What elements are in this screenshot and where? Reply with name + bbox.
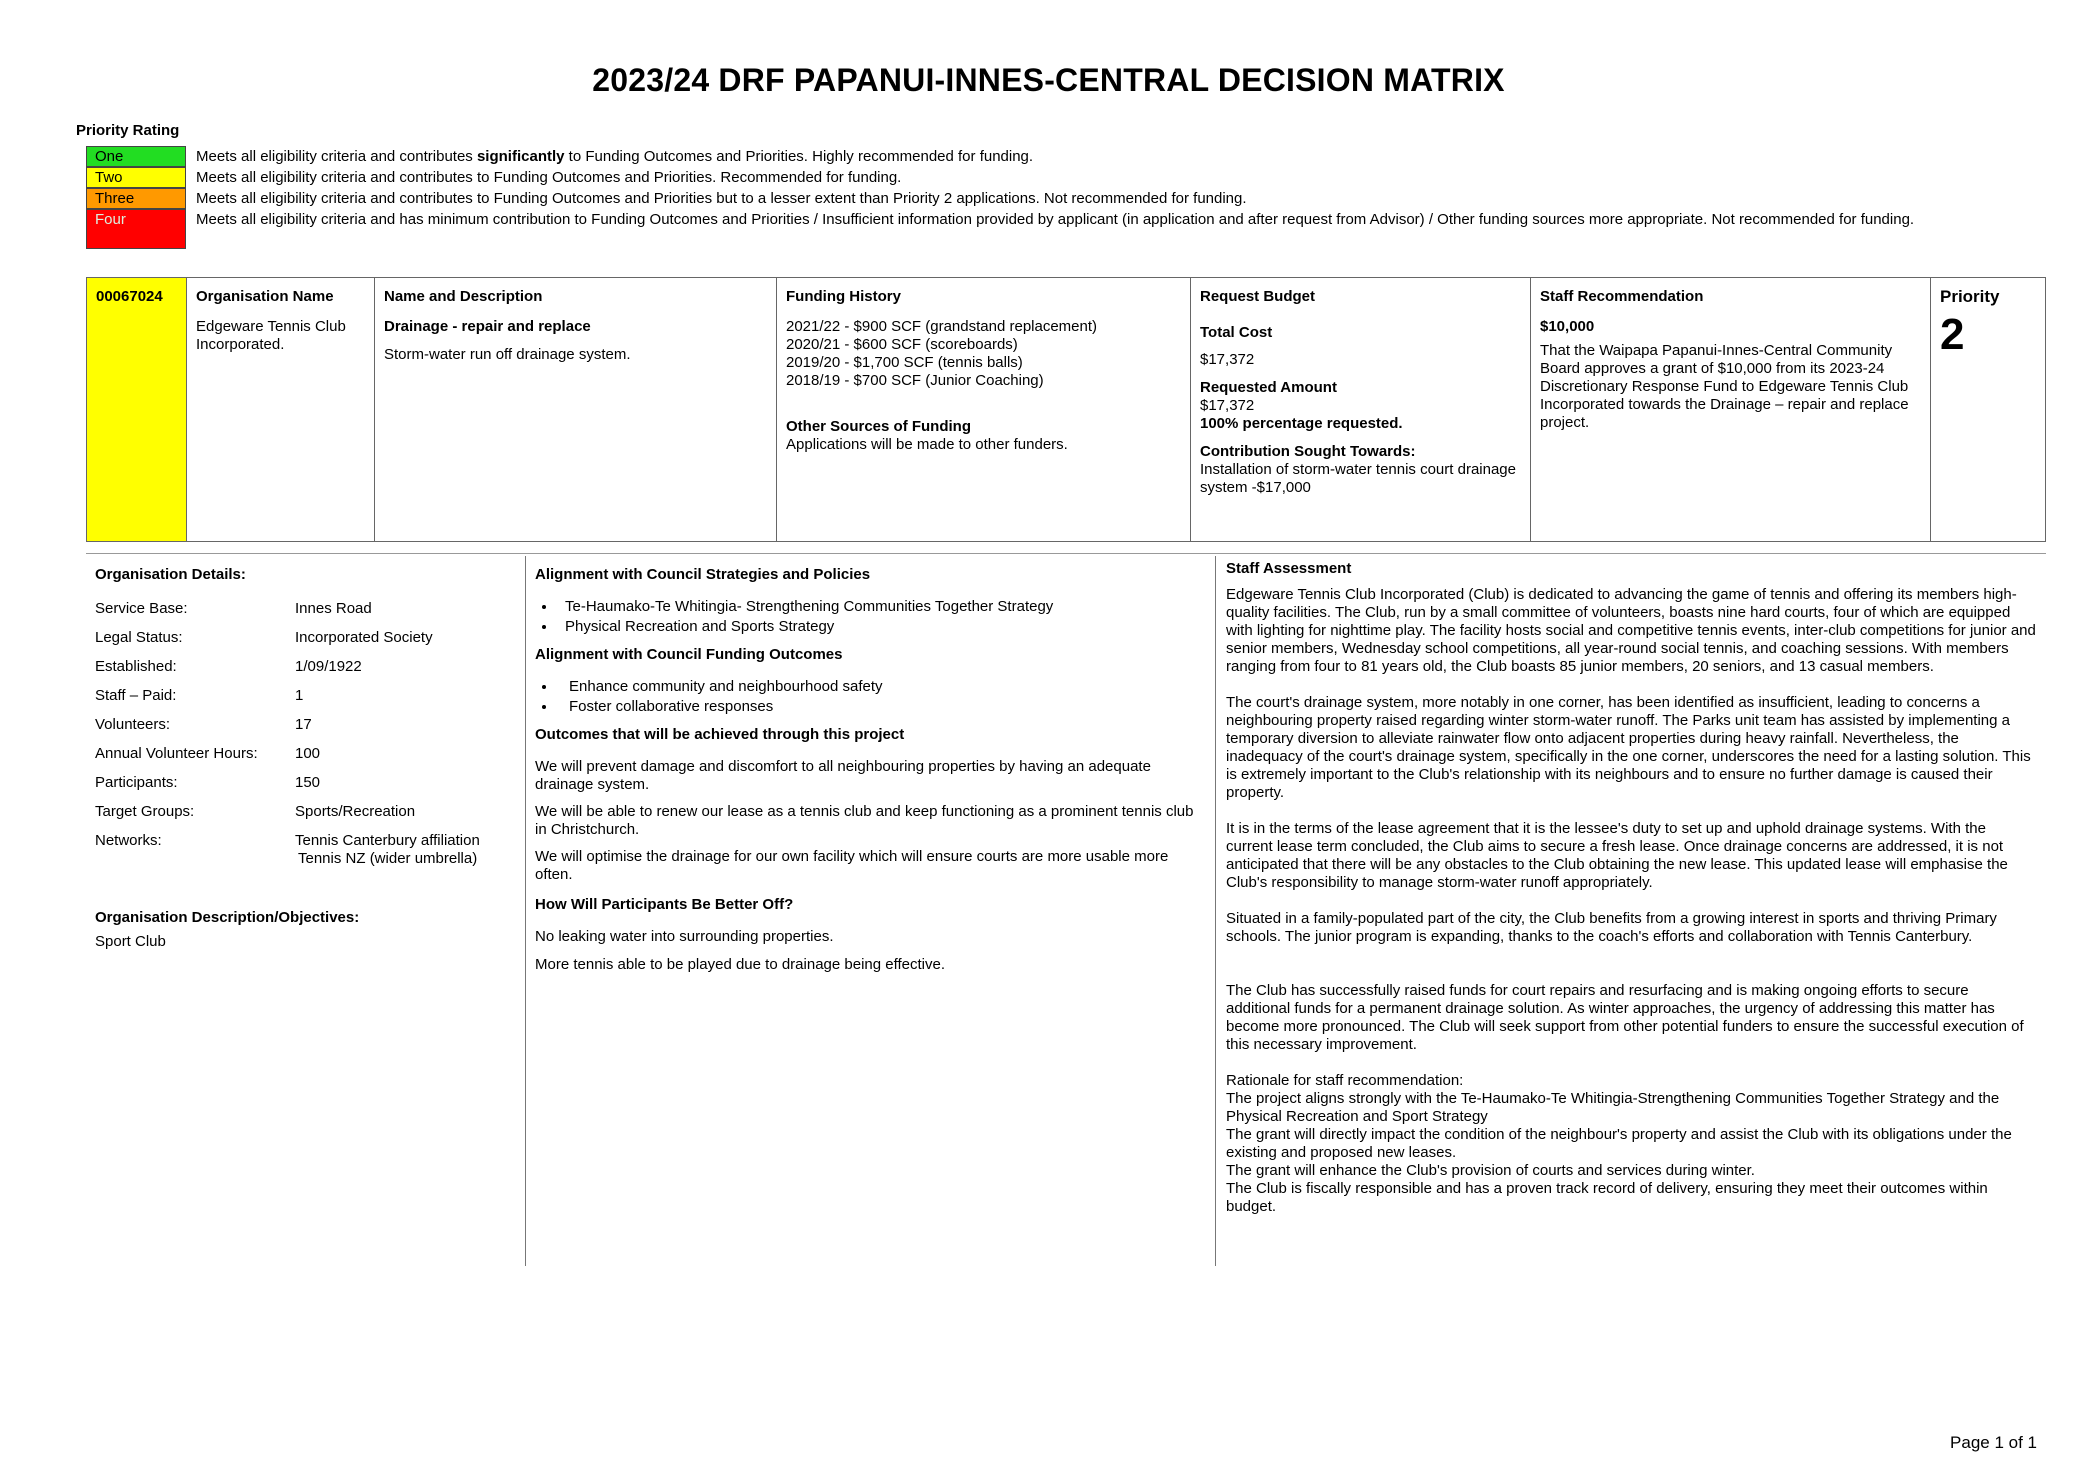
detail-row: Legal Status: Incorporated Society <box>95 629 433 646</box>
detail-row: Volunteers: 17 <box>95 716 312 733</box>
funding-history-header: Funding History <box>786 288 901 305</box>
budget-header: Request Budget <box>1200 288 1316 305</box>
contribution-text: Installation of storm-water tennis court drainage system -$17,000 <box>1200 461 1516 496</box>
list-item: • Physical Recreation and Sports Strategy <box>557 618 1206 636</box>
priority-rating-heading: Priority Rating <box>76 122 180 139</box>
history-item: 2020/21 - $600 SCF (scoreboards) <box>786 336 1018 353</box>
legend-text-one: Meets all eligibility criteria and contributes significantly to Funding Outcomes and Priorities. Highly recommended for funding. <box>196 148 1034 165</box>
better-off-item: More tennis able to be played due to drainage being effective. <box>535 956 946 973</box>
legend-row-one <box>86 146 1986 167</box>
project-outcome: We will prevent damage and discomfort to all neighbouring properties by having an adequate drainage system. <box>535 758 1151 793</box>
assessment-paragraph: Edgeware Tennis Club Incorporated (Club) is dedicated to advancing the game of tennis and offering its members high-quality facilities. The Club, run by a small committee of volunteers, boasts nine hard courts, four of which are equipped with lighting for nighttime play. The facility hosts social and competitive tennis events, inter-club competitions for junior and senior members, Wednesday school competitions, all year-round social tennis, and coaching sessions. With members ranging from four to 81 years old, the Club boasts 85 junior members, 20 seniors, and 13 casual members. <box>1226 586 2036 675</box>
alignment-section <box>526 556 1216 1266</box>
staff-recommendation-header: Staff Recommendation <box>1540 288 1704 305</box>
rationale-item: The project aligns strongly with the Te-Haumako-Te Whitingia-Strengthening Communities Together Strategy and the Physical Recreation and Sport Strategy <box>1226 1090 2000 1125</box>
project-outcome: We will be able to renew our lease as a tennis club and keep functioning as a prominent tennis club in Christchurch. <box>535 803 1194 838</box>
legend-row-two <box>86 167 1986 188</box>
detail-row: Annual Volunteer Hours: 100 <box>95 745 321 762</box>
legend-text-four: Meets all eligibility criteria and has minimum contribution to Funding Outcomes and Priorities / Insufficient information provided by applicant (in application and after request from Advisor) / Other funding sources more appropriate. Not recommended for funding. <box>196 211 1915 228</box>
detail-row: Service Base: Innes Road <box>95 600 372 617</box>
strategies-heading: Alignment with Council Strategies and Policies <box>535 566 871 583</box>
legend-row-three <box>86 188 1986 209</box>
total-cost-label: Total Cost <box>1200 324 1273 341</box>
staff-recommendation-column <box>1531 278 1931 541</box>
percentage-requested: 100% percentage requested. <box>1200 415 1403 432</box>
page-title: 2023/24 DRF PAPANUI-INNES-CENTRAL DECISION MATRIX <box>592 62 1505 98</box>
requested-label: Requested Amount <box>1200 379 1337 396</box>
details-section <box>86 556 2046 1266</box>
org-description-heading: Organisation Description/Objectives: <box>95 909 360 926</box>
better-off-heading: How Will Participants Be Better Off? <box>535 896 794 913</box>
assessment-paragraph: The Club has successfully raised funds for court repairs and resurfacing and is making ongoing efforts to secure additional funds for a permanent drainage solution. As winter approaches, the urgency of addressing this matter has become more pronounced. The Club will seek support from other potential funders to ensure the successful execution of this necessary improvement. <box>1226 982 2024 1053</box>
list-item: • Foster collaborative responses <box>557 698 1206 716</box>
other-sources-header: Other Sources of Funding <box>786 418 972 435</box>
history-item: 2018/19 - $700 SCF (Junior Coaching) <box>786 372 1044 389</box>
rationale-item: The grant will directly impact the condition of the neighbour's property and assist the Club with its obligations under the existing and proposed new leases. <box>1226 1126 2012 1161</box>
outcomes-list <box>535 678 1206 716</box>
legend-row-four <box>86 209 1986 249</box>
detail-row: Staff – Paid: 1 <box>95 687 304 704</box>
history-item: 2019/20 - $1,700 SCF (tennis balls) <box>786 354 1023 371</box>
list-item: • Enhance community and neighbourhood safety <box>557 678 1206 696</box>
priority-value: 2 <box>1940 310 1965 359</box>
strategies-list <box>535 598 1206 636</box>
assessment-paragraph: It is in the terms of the lease agreement that it is the lessee's duty to set up and uphold drainage systems. With the current lease term concluded, the Club aims to secure a fresh lease. Once drainage concerns are addressed, it is not anticipated that there will be any obstacles to the Club obtaining the new lease. This updated lease will emphasise the Club's responsibility to manage storm-water runoff appropriately. <box>1226 820 2008 891</box>
page-number: Page 1 of 1 <box>1950 1433 2037 1452</box>
legend-text-three: Meets all eligibility criteria and contributes to Funding Outcomes and Priorities but to a lesser extent than Priority 2 applications. Not recommended for funding. <box>196 190 1247 207</box>
organisation-column <box>187 278 375 541</box>
assessment-paragraph: The court's drainage system, more notably in one corner, has been identified as insufficient, leading to concerns a neighbouring property raised regarding winter storm-water runoff. The Parks unit team has assisted by implementing a temporary diversion to alleviate rainwater flow onto adjacent properties during heavy rainfall. Nevertheless, the inadequacy of the court's drainage system, specifically in the one corner, underscores the need for a lasting solution. This is extremely important to the Club's relationship with its neighbours and to ensure no further damage is caused their property. <box>1226 694 2031 801</box>
legend-swatch-three: Three <box>86 188 186 209</box>
better-off-item: No leaking water into surrounding properties. <box>535 928 834 945</box>
legend-swatch-one: One <box>86 146 186 167</box>
legend-swatch-two: Two <box>86 167 186 188</box>
contribution-label: Contribution Sought Towards: <box>1200 443 1416 460</box>
assessment-paragraph: Situated in a family-populated part of the city, the Club benefits from a growing interest in sports and thriving Primary schools. The junior program is expanding, thanks to the coach's efforts and collaboration with Tennis Canterbury. <box>1226 910 1997 945</box>
total-cost-value: $17,372 <box>1200 351 1255 368</box>
legend-text-two: Meets all eligibility criteria and contributes to Funding Outcomes and Priorities. Recommended for funding. <box>196 169 902 186</box>
history-item: 2021/22 - $900 SCF (grandstand replacement) <box>786 318 1098 335</box>
section-divider <box>86 553 2046 554</box>
list-item: • Te-Haumako-Te Whitingia- Strengthening Communities Together Strategy <box>557 598 1206 616</box>
rationale-heading: Rationale for staff recommendation: <box>1226 1072 1464 1089</box>
project-outcome: We will optimise the drainage for our own facility which will ensure courts are more usable more often. <box>535 848 1169 883</box>
rationale-item: The grant will enhance the Club's provision of courts and services during winter. <box>1226 1162 1755 1179</box>
priority-column <box>1931 278 2045 541</box>
staff-assessment <box>1216 556 2046 1266</box>
detail-row-networks: Networks: Tennis Canterbury affiliation Tennis NZ (wider umbrella) <box>95 832 480 867</box>
outcomes-heading: Alignment with Council Funding Outcomes <box>535 646 843 663</box>
org-description: Sport Club <box>95 933 166 950</box>
application-table <box>86 277 2046 542</box>
staff-recommendation-amount: $10,000 <box>1540 318 1595 335</box>
priority-legend <box>86 146 1986 249</box>
description-header: Name and Description <box>384 288 543 305</box>
organisation-name: Edgeware Tennis Club Incorporated. <box>196 318 346 353</box>
project-name: Drainage - repair and replace <box>384 318 591 335</box>
other-sources-text: Applications will be made to other funders. <box>786 436 1068 453</box>
staff-assessment-heading: Staff Assessment <box>1226 560 1352 577</box>
detail-row: Target Groups: Sports/Recreation <box>95 803 416 820</box>
requested-value: $17,372 <box>1200 397 1255 414</box>
staff-recommendation-text: That the Waipapa Papanui-Innes-Central Community Board approves a grant of $10,000 from its 2023-24 Discretionary Response Fund to Edgeware Tennis Club Incorporated towards the Drainage – repair and replace project. <box>1540 342 1909 431</box>
funding-history-column <box>777 278 1191 541</box>
description-column <box>375 278 777 541</box>
legend-swatch-four: Four <box>86 209 186 249</box>
organisation-details <box>86 556 526 1266</box>
detail-row: Established: 1/09/1922 <box>95 658 362 675</box>
detail-row: Participants: 150 <box>95 774 321 791</box>
org-details-heading: Organisation Details: <box>95 566 246 583</box>
project-outcomes-heading: Outcomes that will be achieved through this project <box>535 726 905 743</box>
project-description: Storm-water run off drainage system. <box>384 346 631 363</box>
organisation-header: Organisation Name <box>196 288 334 305</box>
application-id: 00067024 <box>87 278 187 541</box>
budget-column <box>1191 278 1531 541</box>
priority-header: Priority <box>1940 287 2000 306</box>
rationale-item: The Club is fiscally responsible and has a proven track record of delivery, ensuring they meet their outcomes within budget. <box>1226 1180 1988 1215</box>
